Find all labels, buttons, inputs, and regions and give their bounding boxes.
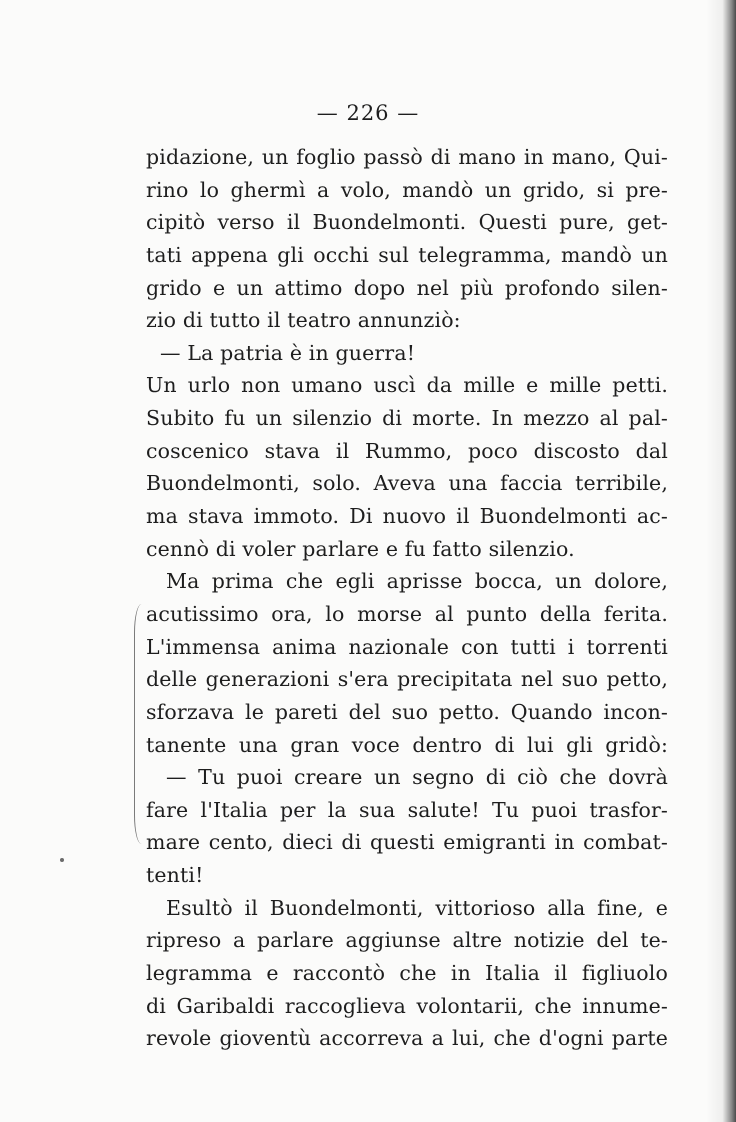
text-line: grido e un attimo dopo nel più profondo silen- bbox=[146, 275, 668, 300]
margin-bracket-mark bbox=[134, 604, 149, 844]
text-line: tati appena gli occhi sul telegramma, mandò un bbox=[146, 242, 668, 267]
text-line: L'immensa anima nazionale con tutti i torrenti bbox=[146, 634, 668, 659]
text-line: Buondelmonti, solo. Aveva una faccia terribile, bbox=[146, 471, 668, 496]
text-line: fare l'Italia per la sua salute! Tu puoi trasfor- bbox=[146, 797, 668, 822]
text-line: Ma prima che egli aprisse bocca, un dolore, bbox=[166, 569, 668, 594]
text-line: di Garibaldi raccoglieva volontarii, che innume- bbox=[146, 993, 668, 1018]
text-line: revole gioventù accorreva a lui, che d'ogni parte bbox=[146, 1026, 668, 1051]
text-line: Esultò il Buondelmonti, vittorioso alla fine, e bbox=[166, 895, 668, 920]
dialogue-line: — Tu puoi creare un segno di ciò che dovrà bbox=[166, 765, 668, 790]
text-line: Un urlo non umano uscì da mille e mille petti. bbox=[146, 373, 668, 398]
text-line: mare cento, dieci di questi emigranti in combat- bbox=[146, 830, 668, 855]
text-line: cipitò verso il Buondelmonti. Questi pure, get- bbox=[146, 210, 668, 235]
body-text bbox=[146, 141, 668, 1055]
text-line: legramma e raccontò che in Italia il figliuolo bbox=[146, 961, 668, 986]
text-line: Subito fu un silenzio di morte. In mezzo al pal- bbox=[146, 406, 668, 431]
dialogue-line: — La patria è in guerra! bbox=[160, 340, 416, 365]
text-line: ma stava immoto. Di nuovo il Buondelmonti ac- bbox=[146, 504, 668, 529]
text-line: pidazione, un foglio passò di mano in mano, Qui- bbox=[146, 145, 668, 169]
page-spine-shadow bbox=[706, 0, 736, 1122]
text-line: coscenico stava il Rummo, poco discosto dal bbox=[146, 438, 668, 463]
text-line: cennò di voler parlare e fu fatto silenzio. bbox=[146, 536, 575, 561]
text-line: delle generazioni s'era precipitata nel suo petto, bbox=[146, 667, 668, 692]
text-line: acutissimo ora, lo morse al punto della ferita. bbox=[146, 601, 668, 626]
page-number: — 226 — bbox=[316, 101, 420, 125]
margin-dot-mark bbox=[60, 858, 64, 862]
text-line: rino lo ghermì a volo, mandò un grido, si pre- bbox=[146, 177, 668, 202]
text-line: sforzava le pareti del suo petto. Quando incon- bbox=[146, 699, 668, 724]
text-line: zio di tutto il teatro annunziò: bbox=[146, 308, 461, 333]
text-line: tenti! bbox=[146, 863, 204, 888]
text-line: tanente una gran voce dentro di lui gli gridò: bbox=[146, 732, 668, 757]
text-line: ripreso a parlare aggiunse altre notizie del te- bbox=[146, 928, 668, 953]
